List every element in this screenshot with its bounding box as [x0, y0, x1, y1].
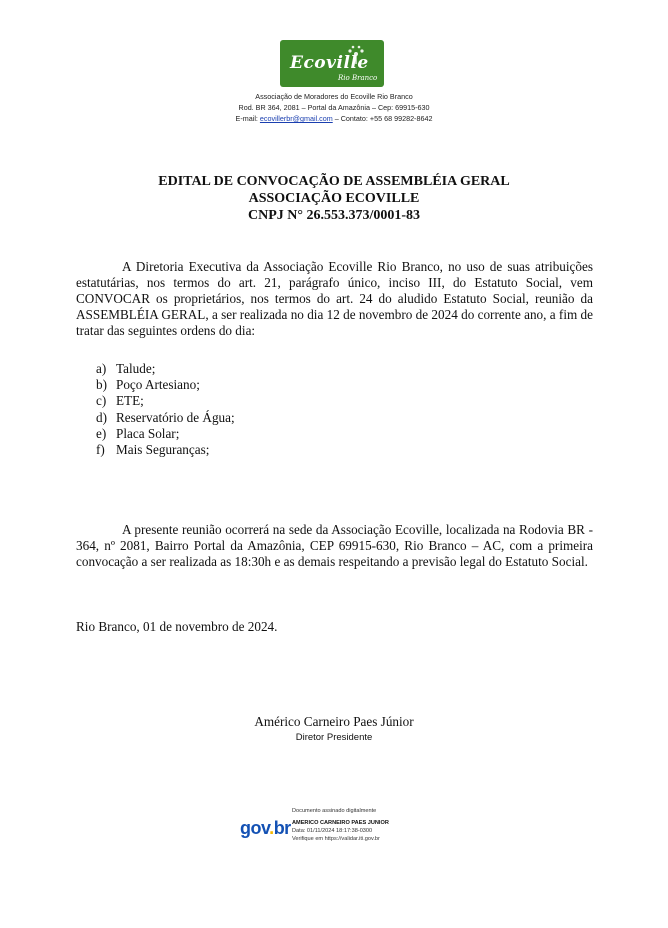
list-item: e) Placa Solar;	[96, 425, 180, 441]
govbr-logo: gov.br	[240, 818, 291, 838]
stamp-verify: Verifique em https://validar.iti.gov.br	[292, 836, 380, 842]
stamp-date: Data: 01/11/2024 18:17:38-0300	[292, 828, 373, 834]
contact-text: – Contato: +55 68 99282-8642	[332, 114, 433, 123]
agenda-list	[96, 361, 235, 458]
convocation-paragraph: A Diretoria Executiva da Associação Ecoville Rio Branco, no uso de suas atribuições estatutárias, nos termos do art. 21, parágrafo único, inciso III, do Estatuto Social, vem CONVOCAR os proprietários, nos termos do art. 24 do aludido Estatuto Social, reunião da ASSEMBLÉIA GERAL, a ser realizada no dia 12 de novembro de 2024 do corrente ano, a fim de tratar das seguintes ordens do dia:	[76, 259, 593, 338]
ecoville-logo	[280, 40, 384, 87]
list-item: c) ETE;	[96, 393, 144, 409]
signatory-role: Diretor Presidente	[295, 732, 373, 743]
stamp-signer: AMERICO CARNEIRO PAES JUNIOR	[292, 820, 389, 826]
address-line: Rod. BR 364, 2081 – Portal da Amazônia – Cep: 69915-630	[238, 103, 430, 112]
logo-subtitle: Rio Branco	[338, 74, 378, 82]
list-item: b) Poço Artesiano;	[96, 377, 200, 393]
list-item: d) Reservatório de Água;	[96, 409, 235, 425]
stamp-line-1: Documento assinado digitalmente	[292, 808, 377, 814]
list-item: a) Talude;	[96, 361, 156, 376]
contact-line	[0, 114, 668, 123]
list-item: f) Mais Seguranças;	[96, 442, 210, 458]
document-date: Rio Branco, 01 de novembro de 2024.	[76, 619, 278, 634]
meeting-location-paragraph: A presente reunião ocorrerá na sede da Associação Ecoville, localizada na Rodovia BR - 364, nº 2081, Bairro Portal da Amazônia, CEP 69915-630, Rio Branco – AC, com a primeira convocação a ser realizada as 18:30h e as demais respeitando a previsão legal do Estatuto Social.	[76, 522, 593, 569]
title-line-3: CNPJ N° 26.553.373/0001-83	[247, 208, 421, 223]
email-link[interactable]: ecovillerbr@gmail.com	[259, 114, 333, 123]
email-label: E-mail:	[235, 114, 258, 123]
signatory-name: Américo Carneiro Paes Júnior	[254, 714, 414, 729]
title-line-1: EDITAL DE CONVOCAÇÃO DE ASSEMBLÉIA GERAL	[158, 174, 510, 189]
org-name-line: Associação de Moradores do Ecoville Rio Branco	[255, 92, 413, 101]
logo-text: Ecoville	[290, 53, 369, 73]
title-line-2: ASSOCIAÇÃO ECOVILLE	[248, 191, 420, 206]
